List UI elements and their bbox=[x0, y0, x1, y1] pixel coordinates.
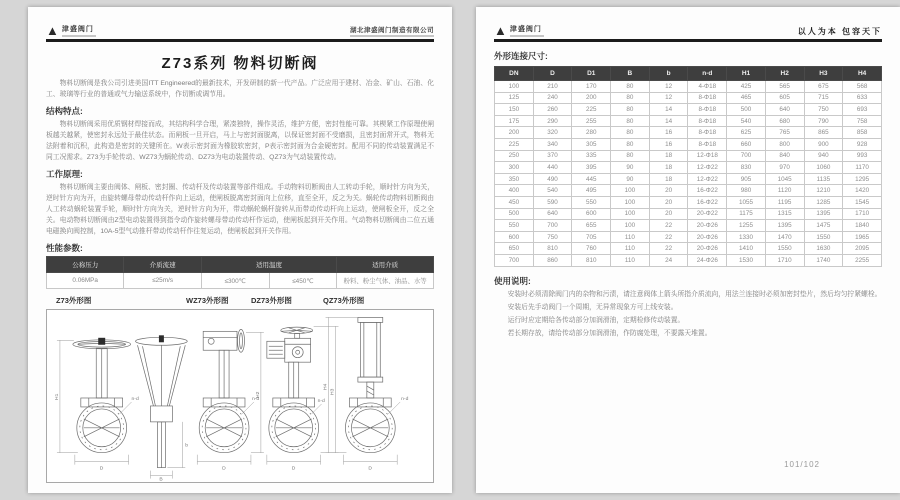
column-header: B bbox=[611, 67, 650, 81]
table-cell: 1840 bbox=[843, 220, 882, 232]
usage-item: 运行时应定期给各传动部分加润滑油，定期检修传动装置。 bbox=[507, 316, 685, 324]
table-cell: 993 bbox=[843, 150, 882, 162]
column-header: 适用介质 bbox=[337, 257, 434, 273]
column-header: 公称压力 bbox=[47, 257, 124, 273]
company-microtext bbox=[350, 35, 434, 37]
figure-label-z73: Z73外形图 bbox=[56, 296, 92, 305]
dim-label-nd: n-d bbox=[401, 396, 409, 402]
table-cell: 16 bbox=[649, 138, 688, 150]
table-cell: 655 bbox=[572, 220, 611, 232]
table-cell: 700 bbox=[495, 254, 534, 266]
table-cell: 24-Φ26 bbox=[688, 254, 727, 266]
table-cell: 600 bbox=[572, 208, 611, 220]
table-cell: ≤25m/s bbox=[124, 273, 201, 289]
table-cell: 225 bbox=[572, 104, 611, 116]
table-cell: 490 bbox=[533, 173, 572, 185]
column-header: DN bbox=[495, 67, 534, 81]
table-cell: 633 bbox=[843, 92, 882, 104]
table-cell: 565 bbox=[765, 81, 804, 93]
table-cell: 693 bbox=[843, 104, 882, 116]
table-cell: 750 bbox=[804, 104, 843, 116]
table-cell: 18 bbox=[649, 150, 688, 162]
table-cell: 150 bbox=[495, 104, 534, 116]
table-cell: 20-Φ26 bbox=[688, 231, 727, 243]
column-header: D1 bbox=[572, 67, 611, 81]
table-cell: 760 bbox=[572, 243, 611, 255]
table-cell: 900 bbox=[804, 138, 843, 150]
page-number: 101/102 bbox=[784, 460, 820, 469]
table-cell: 395 bbox=[572, 162, 611, 174]
table-cell: 22 bbox=[649, 231, 688, 243]
brand-name: 津盛阀门 bbox=[61, 26, 94, 33]
table-cell: 1175 bbox=[727, 208, 766, 220]
table-cell: 200 bbox=[495, 127, 534, 139]
table-cell: 750 bbox=[533, 231, 572, 243]
table-cell: 550 bbox=[572, 196, 611, 208]
table-cell: 1470 bbox=[765, 231, 804, 243]
table-cell: 540 bbox=[533, 185, 572, 197]
table-cell: 22 bbox=[649, 243, 688, 255]
table-cell: 12-Φ22 bbox=[688, 162, 727, 174]
table-cell: 1295 bbox=[843, 173, 882, 185]
table-cell: 970 bbox=[765, 162, 804, 174]
table-cell: 650 bbox=[495, 243, 534, 255]
dim-label-d: D bbox=[222, 466, 226, 472]
table-cell: ≤300℃ bbox=[201, 273, 269, 289]
table-cell: 20 bbox=[649, 196, 688, 208]
table-cell: 8-Φ18 bbox=[688, 92, 727, 104]
figure-label-dz73: DZ73外形图 bbox=[251, 296, 292, 305]
table-cell: 425 bbox=[727, 81, 766, 93]
brand-logo bbox=[494, 24, 544, 37]
table-cell: 14 bbox=[649, 104, 688, 116]
section-heading-usage: 使用说明: bbox=[494, 275, 531, 286]
dim-label-d: D bbox=[368, 466, 372, 472]
table-cell: 1420 bbox=[843, 185, 882, 197]
section-heading-structure: 结构特点: bbox=[46, 106, 83, 116]
table-cell: 260 bbox=[533, 104, 572, 116]
table-cell: 8-Φ18 bbox=[688, 138, 727, 150]
table-cell: 335 bbox=[572, 150, 611, 162]
column-header: n-d bbox=[688, 67, 727, 81]
table-cell: 12 bbox=[649, 92, 688, 104]
table-cell: 800 bbox=[765, 138, 804, 150]
table-row bbox=[495, 243, 882, 255]
table-cell: 540 bbox=[727, 115, 766, 127]
table-cell: 0.06MPa bbox=[47, 273, 124, 289]
table-row bbox=[495, 196, 882, 208]
table-cell: 4-Φ18 bbox=[688, 81, 727, 93]
table-cell: 14 bbox=[649, 115, 688, 127]
table-cell: 790 bbox=[804, 115, 843, 127]
table-cell: 1055 bbox=[727, 196, 766, 208]
header-rule bbox=[494, 39, 882, 42]
table-cell: 90 bbox=[611, 173, 650, 185]
table-cell: 980 bbox=[727, 185, 766, 197]
table-cell: 350 bbox=[495, 173, 534, 185]
table-row bbox=[495, 92, 882, 104]
table-row bbox=[495, 104, 882, 116]
table-cell: 80 bbox=[611, 115, 650, 127]
dim-label-h3: H3 bbox=[330, 388, 336, 396]
table-cell: 20-Φ22 bbox=[688, 208, 727, 220]
dim-label-h1: H1 bbox=[54, 393, 60, 400]
table-cell: 1395 bbox=[765, 220, 804, 232]
structure-paragraph: 物料切断阀采用优质钢材焊接而成，其结构科学合理，紧凑独特，操作灵活，维护方便，密封性能可靠。其楔紧工作原理使闸板越关越紧，使密封永远处于最佳状态。而闸板一旦开启，马上与密封面脱离，以保证密封面不受磨损，且密封面常开式，物料无法附着和沉积，此构造是密封的关键所在。W表示密封面为橡胶软密封，P表示密封面为合金硬密封。配用不同的传动装置满足不同工况需求。Z73为手轮传动、WZ73为蜗轮传动、DZ73为电动装置传动、QZ73为气动装置传动。 bbox=[46, 121, 434, 161]
table-cell: 865 bbox=[804, 127, 843, 139]
table-cell: 1740 bbox=[804, 254, 843, 266]
table-row bbox=[495, 254, 882, 266]
table-cell: 715 bbox=[804, 92, 843, 104]
dim-label-nd: n-d bbox=[317, 398, 325, 404]
table-cell: 700 bbox=[727, 150, 766, 162]
section-heading-dimensions: 外形连接尺寸: bbox=[494, 51, 548, 61]
table-cell: 400 bbox=[495, 185, 534, 197]
table-cell: 100 bbox=[611, 196, 650, 208]
dim-label-h4: H4 bbox=[323, 383, 329, 391]
table-cell: 370 bbox=[533, 150, 572, 162]
table-cell: 1550 bbox=[765, 243, 804, 255]
column-header: H4 bbox=[843, 67, 882, 81]
table-cell: 465 bbox=[727, 92, 766, 104]
valve-drawing-z73-side bbox=[136, 335, 189, 482]
table-cell: 240 bbox=[533, 92, 572, 104]
table-cell: 940 bbox=[804, 150, 843, 162]
table-cell: 80 bbox=[611, 127, 650, 139]
page-header bbox=[494, 17, 882, 37]
table-cell: 125 bbox=[495, 92, 534, 104]
table-cell: 12 bbox=[649, 81, 688, 93]
table-cell: 100 bbox=[495, 81, 534, 93]
table-cell: 110 bbox=[611, 231, 650, 243]
brand-tagline-microtext bbox=[62, 35, 96, 37]
table-cell: 810 bbox=[533, 243, 572, 255]
table-cell: 1255 bbox=[727, 220, 766, 232]
column-header: H3 bbox=[804, 67, 843, 81]
brand-triangle-icon: ▲ bbox=[46, 23, 59, 38]
column-header: b bbox=[649, 67, 688, 81]
brand-logo bbox=[46, 24, 96, 37]
table-cell: 225 bbox=[495, 138, 534, 150]
table-row bbox=[495, 220, 882, 232]
table-cell: 20-Φ26 bbox=[688, 220, 727, 232]
table-cell: 905 bbox=[727, 173, 766, 185]
brand-triangle-icon: ▲ bbox=[494, 23, 507, 38]
table-cell: 1630 bbox=[804, 243, 843, 255]
brand-tagline-microtext bbox=[510, 35, 544, 37]
table-cell: 1210 bbox=[804, 185, 843, 197]
table-cell: 305 bbox=[572, 138, 611, 150]
table-cell: 280 bbox=[572, 127, 611, 139]
table-cell: 170 bbox=[572, 81, 611, 93]
table-row bbox=[495, 231, 882, 243]
table-cell: 200 bbox=[572, 92, 611, 104]
table-row bbox=[47, 273, 434, 289]
dimension-table bbox=[494, 66, 882, 267]
table-cell: 1285 bbox=[804, 196, 843, 208]
table-cell: 500 bbox=[495, 208, 534, 220]
table-cell: 500 bbox=[727, 104, 766, 116]
dim-label-d: D bbox=[291, 466, 296, 472]
column-header: H2 bbox=[765, 67, 804, 81]
table-row bbox=[495, 185, 882, 197]
table-cell: 110 bbox=[611, 254, 650, 266]
table-cell: 640 bbox=[533, 208, 572, 220]
table-cell: 100 bbox=[611, 185, 650, 197]
table-cell: 1710 bbox=[843, 208, 882, 220]
table-cell: 20 bbox=[649, 208, 688, 220]
table-cell: 12-Φ18 bbox=[688, 150, 727, 162]
dim-label-nd: n-d bbox=[131, 396, 139, 402]
table-cell: 1120 bbox=[765, 185, 804, 197]
table-cell: 625 bbox=[727, 127, 766, 139]
figure-label-qz73: QZ73外形图 bbox=[323, 296, 365, 305]
table-cell: 1965 bbox=[843, 231, 882, 243]
table-cell: 20 bbox=[649, 185, 688, 197]
table-cell: 80 bbox=[611, 138, 650, 150]
table-cell: 8-Φ18 bbox=[688, 127, 727, 139]
table-cell: 100 bbox=[611, 220, 650, 232]
table-cell: 765 bbox=[765, 127, 804, 139]
figure-label-wz73: WZ73外形图 bbox=[186, 296, 229, 305]
table-cell: 80 bbox=[611, 81, 650, 93]
table-cell: 1195 bbox=[765, 196, 804, 208]
table-cell: 16 bbox=[649, 127, 688, 139]
table-cell: 255 bbox=[572, 115, 611, 127]
table-cell: 340 bbox=[533, 138, 572, 150]
table-cell: 1410 bbox=[727, 243, 766, 255]
table-cell: 80 bbox=[611, 150, 650, 162]
table-cell: 450 bbox=[495, 196, 534, 208]
table-cell: 660 bbox=[727, 138, 766, 150]
table-cell: 1550 bbox=[804, 231, 843, 243]
table-cell: 320 bbox=[533, 127, 572, 139]
table-cell: 1545 bbox=[843, 196, 882, 208]
table-cell: 1710 bbox=[765, 254, 804, 266]
section-heading-principle: 工作原理: bbox=[46, 169, 83, 179]
table-cell: 16-Φ22 bbox=[688, 185, 727, 197]
table-row bbox=[495, 150, 882, 162]
table-cell: 16-Φ22 bbox=[688, 196, 727, 208]
table-cell: 1395 bbox=[804, 208, 843, 220]
table-row bbox=[495, 162, 882, 174]
table-cell: 1135 bbox=[804, 173, 843, 185]
table-cell: 445 bbox=[572, 173, 611, 185]
page-title: Z73系列 物料切断阀 bbox=[161, 55, 319, 72]
column-header: 适用温度 bbox=[201, 257, 336, 273]
table-header-row bbox=[47, 257, 434, 273]
table-cell: 590 bbox=[533, 196, 572, 208]
table-cell: 830 bbox=[727, 162, 766, 174]
valve-drawing-dz73 bbox=[267, 326, 339, 471]
table-cell: 1045 bbox=[765, 173, 804, 185]
company-slogan: 以人为本 包容天下 bbox=[797, 27, 882, 36]
table-cell: 粉料、粉尘气体、油品、水等 bbox=[337, 273, 434, 289]
outline-drawings-box bbox=[46, 309, 434, 483]
table-cell: 600 bbox=[495, 231, 534, 243]
dim-label-b-small: b bbox=[185, 443, 189, 449]
table-cell: 90 bbox=[611, 162, 650, 174]
table-cell: 700 bbox=[533, 220, 572, 232]
table-cell: 18 bbox=[649, 173, 688, 185]
column-header: D bbox=[533, 67, 572, 81]
table-cell: 18 bbox=[649, 162, 688, 174]
valve-drawing-wz73 bbox=[197, 329, 264, 471]
table-cell: 810 bbox=[572, 254, 611, 266]
table-cell: 605 bbox=[765, 92, 804, 104]
table-row bbox=[495, 81, 882, 93]
table-cell: 1475 bbox=[804, 220, 843, 232]
page-header bbox=[46, 17, 434, 37]
table-cell: 80 bbox=[611, 104, 650, 116]
section-heading-performance: 性能参数: bbox=[46, 243, 83, 253]
dim-label-nd: n-d bbox=[251, 396, 260, 402]
intro-paragraph: 物料切断阀是我公司引进美国ITT Engineered的最新技术，开发研制的新一代产品。广泛应用于建材、冶金、矿山、石油、化工、玻璃等行业的普通或气力输送系统中，作切断或调节用。 bbox=[46, 80, 434, 98]
table-cell: 100 bbox=[611, 208, 650, 220]
table-cell: 1315 bbox=[765, 208, 804, 220]
table-cell: 860 bbox=[533, 254, 572, 266]
table-cell: 2095 bbox=[843, 243, 882, 255]
table-cell: 440 bbox=[533, 162, 572, 174]
table-cell: ≤450℃ bbox=[269, 273, 337, 289]
dim-label-b-cap: B bbox=[159, 477, 163, 482]
usage-item: 安装后先手动阀门一个周期，无异常现象方可上线安装。 bbox=[507, 303, 678, 311]
header-rule bbox=[46, 39, 434, 42]
table-cell: 110 bbox=[611, 243, 650, 255]
figure-labels bbox=[46, 295, 434, 307]
company-name: 湖北津盛阀门制造有限公司 bbox=[350, 27, 434, 34]
catalog-right-page bbox=[476, 7, 900, 493]
table-cell: 495 bbox=[572, 185, 611, 197]
dim-label-d: D bbox=[99, 466, 104, 472]
table-cell: 300 bbox=[495, 162, 534, 174]
table-row bbox=[495, 208, 882, 220]
table-cell: 250 bbox=[495, 150, 534, 162]
table-cell: 1530 bbox=[727, 254, 766, 266]
dim-label-h2: H2 bbox=[255, 391, 261, 398]
column-header: 介质流速 bbox=[124, 257, 201, 273]
column-header: H1 bbox=[727, 67, 766, 81]
table-cell: 2255 bbox=[843, 254, 882, 266]
table-cell: 675 bbox=[804, 81, 843, 93]
table-cell: 22 bbox=[649, 220, 688, 232]
valve-outline-drawings bbox=[47, 310, 433, 482]
catalog-left-page bbox=[28, 7, 452, 493]
table-row bbox=[495, 173, 882, 185]
table-cell: 12-Φ22 bbox=[688, 173, 727, 185]
table-cell: 20-Φ26 bbox=[688, 243, 727, 255]
table-cell: 80 bbox=[611, 92, 650, 104]
usage-item: 若长期存放，请给传动部分加润滑油，作防腐处理，不要露天堆置。 bbox=[507, 329, 712, 337]
table-cell: 290 bbox=[533, 115, 572, 127]
dimension-table-body bbox=[495, 81, 882, 267]
table-cell: 1170 bbox=[843, 162, 882, 174]
table-cell: 680 bbox=[765, 115, 804, 127]
table-cell: 8-Φ18 bbox=[688, 115, 727, 127]
table-row bbox=[495, 115, 882, 127]
table-cell: 928 bbox=[843, 138, 882, 150]
table-cell: 24 bbox=[649, 254, 688, 266]
table-cell: 640 bbox=[765, 104, 804, 116]
table-cell: 8-Φ18 bbox=[688, 104, 727, 116]
table-cell: 210 bbox=[533, 81, 572, 93]
table-row bbox=[495, 138, 882, 150]
table-cell: 1060 bbox=[804, 162, 843, 174]
table-cell: 550 bbox=[495, 220, 534, 232]
table-cell: 758 bbox=[843, 115, 882, 127]
table-cell: 1330 bbox=[727, 231, 766, 243]
performance-table bbox=[46, 256, 434, 289]
table-cell: 175 bbox=[495, 115, 534, 127]
table-cell: 840 bbox=[765, 150, 804, 162]
brand-name: 津盛阀门 bbox=[509, 26, 542, 33]
table-row bbox=[495, 127, 882, 139]
table-cell: 568 bbox=[843, 81, 882, 93]
usage-item: 安装时必须清除阀门内的杂物和污渍，请注意阀体上箭头所指介质流向，用法兰连接时必须加密封垫片，然后均匀拧紧螺栓。 bbox=[507, 290, 882, 298]
table-cell: 705 bbox=[572, 231, 611, 243]
valve-drawing-z73-front bbox=[54, 338, 139, 472]
table-cell: 858 bbox=[843, 127, 882, 139]
table-header-row bbox=[495, 67, 882, 81]
principle-paragraph: 物料切断阀主要由阀体、闸板、密封圈、传动杆及传动装置等部件组成。手动物料切断阀由人工转动手轮，顺时针方向为关，逆时针方向为开，由旋转螺母带动传动杆作向上运动，使闸板脱离密封面向上位移，直至全开，反之为关。蜗轮传动物料切断阀由人工转动蜗轮装置手轮，顺时针方向为关，逆时针方向为开，带动蜗轮蜗杆旋转从而带动传动杆向上运动，使闸板全开，反之全关。电动物料切断阀由Z型电动装置得到指令动作旋转螺母带动传动杆作运动，使闸板起到开关作用。气动物料切断阀由二位五通电磁换向阀控制，10A-5型气动推杆带动传动杆作往复运动，使闸板起到开关作用。 bbox=[46, 184, 434, 235]
